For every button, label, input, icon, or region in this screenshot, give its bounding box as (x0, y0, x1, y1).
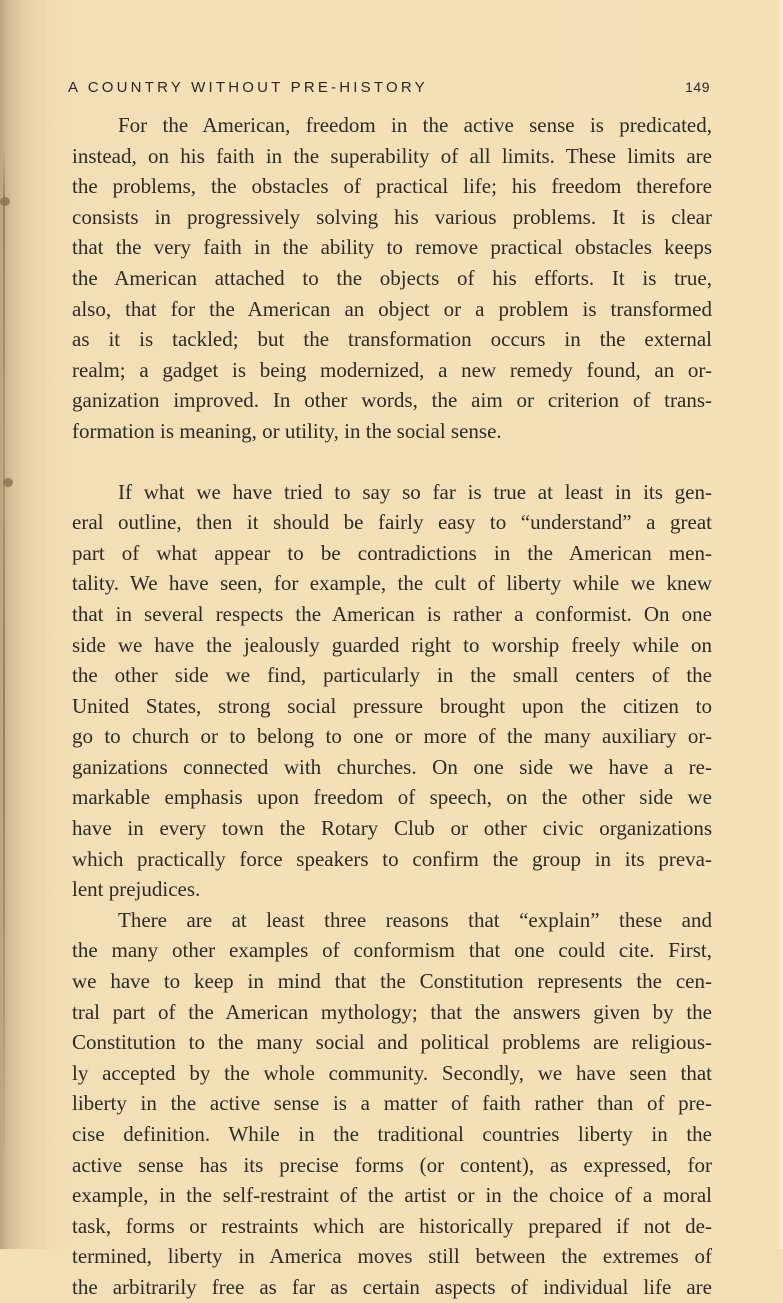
text-line: For the American, freedom in the active sense is predicated, (118, 113, 712, 137)
text-line: United States, strong social pressure brought upon the citizen to (72, 693, 712, 718)
text-line: the other side we find, particularly in the small centers of the (72, 663, 712, 688)
text-line: part of what appear to be contradictions in the American men- (72, 540, 712, 565)
text-line: which practically force speakers to confirm the group in its preva- (72, 846, 712, 871)
text-line: If what we have tried to say so far is true at least in its gen- (118, 479, 712, 504)
text-line: task, forms or restraints which are historically prepared if not de- (72, 1213, 712, 1238)
chapter-title: A COUNTRY WITHOUT PRE-HISTORY (68, 78, 428, 96)
paragraph (72, 477, 712, 905)
text-line: eral outline, then it should be fairly easy to “understand” a great (72, 510, 712, 535)
body-text (72, 110, 712, 1303)
text-line: Constitution to the many social and political problems are religious- (72, 1030, 712, 1055)
text-line: tality. We have seen, for example, the cult of liberty while we knew (72, 571, 712, 596)
text-line: go to church or to belong to one or more of the many auxiliary or- (72, 724, 712, 749)
text-line: as it is tackled; but the transformation occurs in the external (72, 327, 712, 352)
text-line: that in several respects the American is rather a conformist. On one (72, 601, 712, 626)
text-line: consists in progressively solving his various problems. It is clear (72, 204, 712, 229)
text-line: the American attached to the objects of his efforts. It is true, (72, 265, 712, 290)
text-line: formation is meaning, or utility, in the social sense. (72, 418, 502, 443)
section-break (72, 447, 712, 477)
text-line: side we have the jealously guarded right to worship freely while on (72, 632, 712, 657)
paragraph (72, 905, 712, 1303)
text-line: liberty in the active sense is a matter of faith rather than of pre- (72, 1091, 712, 1116)
text-line: also, that for the American an object or a problem is transformed (72, 296, 712, 321)
text-line: we have to keep in mind that the Constitution represents the cen- (72, 969, 712, 994)
text-line: markable emphasis upon freedom of speech, on the other side we (72, 785, 712, 810)
text-line: example, in the self-restraint of the artist or in the choice of a moral (72, 1183, 712, 1208)
paragraph (72, 110, 712, 447)
text-line: cise definition. While in the traditional countries liberty in the (72, 1122, 712, 1146)
text-line: the arbitrarily free as far as certain aspects of individual life are (72, 1274, 712, 1299)
text-line: ly accepted by the whole community. Secondly, we have seen that (72, 1060, 712, 1085)
running-head (68, 74, 710, 100)
text-line: active sense has its precise forms (or content), as expressed, for (72, 1152, 712, 1177)
binding-thread (3, 150, 5, 1170)
text-line: the problems, the obstacles of practical life; his freedom therefore (72, 174, 712, 199)
text-line: have in every town the Rotary Club or other civic organizations (72, 816, 712, 841)
text-line: that the very faith in the ability to remove practical obstacles keeps (72, 235, 712, 260)
binding-knot (3, 478, 13, 487)
text-line: There are at least three reasons that “explain” these and (118, 907, 712, 932)
text-line: realm; a gadget is being modernized, a new remedy found, an or- (72, 357, 712, 382)
text-line: lent prejudices. (72, 877, 201, 902)
text-line: instead, on his faith in the superability of all limits. These limits are (72, 143, 712, 168)
text-line: termined, liberty in America moves still between the extremes of (72, 1244, 712, 1269)
page-number: 149 (685, 79, 710, 95)
text-line: ganization improved. In other words, the aim or criterion of trans- (72, 388, 712, 413)
text-line: the many other examples of conformism that one could cite. First, (72, 938, 712, 963)
text-line: tral part of the American mythology; that the answers given by the (72, 999, 712, 1024)
text-line: ganizations connected with churches. On one side we have a re- (72, 754, 712, 779)
binding-knot (0, 197, 10, 206)
